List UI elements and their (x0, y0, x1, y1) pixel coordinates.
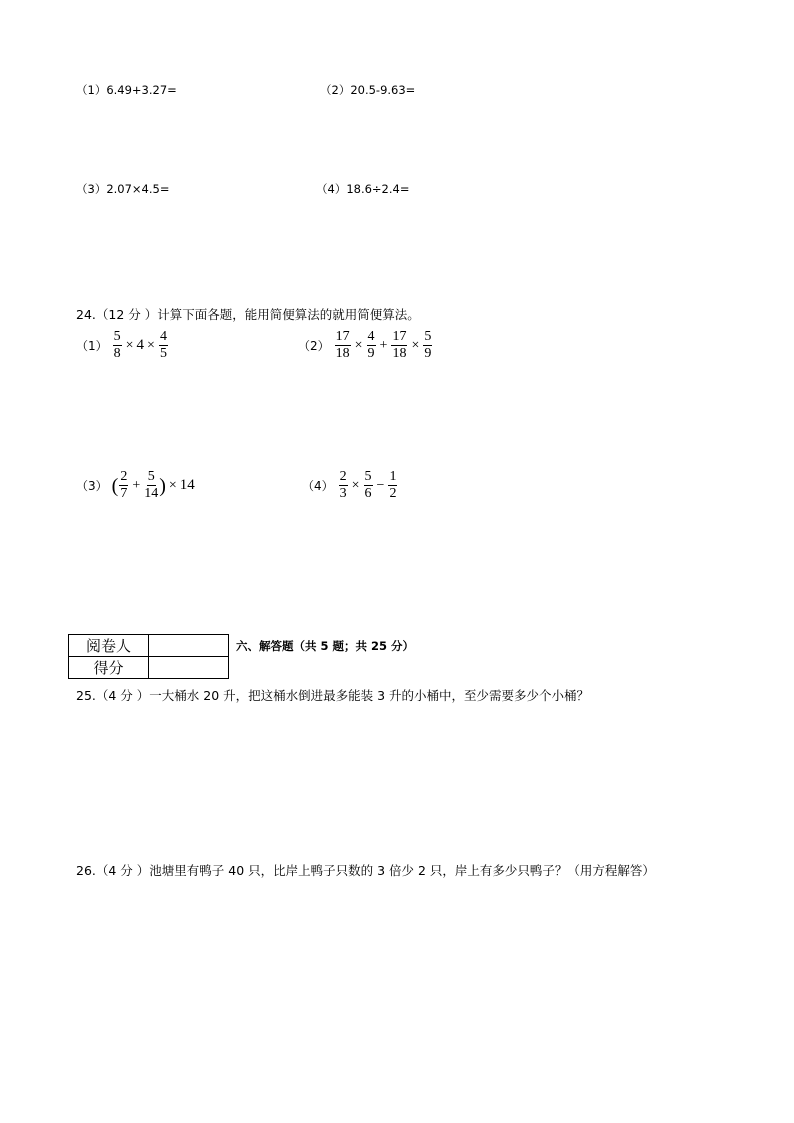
reviewer-label: 阅卷人 (69, 635, 149, 657)
number: 14 (179, 477, 195, 493)
calc-item-4: （4）18.6÷2.4= (316, 182, 410, 196)
reviewer-blank[interactable] (149, 635, 229, 657)
left-paren: ( (111, 474, 119, 497)
operator: × (147, 337, 155, 353)
operator: × (411, 337, 420, 353)
question-24-header: 24.（12 分 ）计算下面各题，能用简便算法的就用简便算法。 (76, 307, 420, 322)
question-25: 25.（4 分 ）一大桶水 20 升，把这桶水倒进最多能装 3 升的小桶中，至少需要多少个小桶？ (76, 688, 590, 703)
fraction: $\frac{5}{9}$ (424, 329, 432, 361)
fraction: $\frac{2}{3}$ (339, 469, 347, 501)
expression-index: （1） (76, 339, 108, 353)
operator: − (376, 477, 385, 493)
operator: + (379, 337, 388, 353)
score-blank[interactable] (149, 657, 229, 679)
calc-item-2: （2）20.5-9.63= (320, 83, 416, 97)
expression-24-1 (76, 330, 169, 361)
calc-item-3: （3）2.07×4.5= (76, 182, 170, 196)
operator: × (354, 337, 363, 353)
expression-index: （4） (302, 479, 334, 493)
grader-table (68, 634, 229, 679)
expression-index: （3） (76, 479, 108, 493)
operator: × (351, 477, 360, 493)
score-label: 得分 (69, 657, 149, 679)
fraction: $\frac{5}{8}$ (113, 329, 121, 361)
section-6-title: 六、解答题（共 5 题；共 25 分） (236, 639, 415, 653)
operator: × (125, 337, 134, 353)
expression-24-4 (302, 470, 398, 501)
expression-24-3 (76, 470, 195, 501)
fraction: $\frac{1}{2}$ (389, 469, 397, 501)
fraction: $\frac{5}{6}$ (364, 469, 372, 501)
operator: × (168, 477, 177, 493)
fraction: $\frac{4}{5}$ (159, 329, 167, 361)
number: 4 (136, 337, 145, 353)
calc-item-1: （1）6.49+3.27= (76, 83, 177, 97)
fraction: $\frac{17}{18}$ (392, 329, 407, 361)
expression-24-2 (298, 330, 433, 361)
fraction: $\frac{4}{9}$ (367, 329, 375, 361)
fraction: $\frac{5}{14}$ (144, 469, 159, 501)
operator: + (132, 477, 141, 493)
fraction: $\frac{2}{7}$ (120, 469, 128, 501)
question-26: 26.（4 分 ）池塘里有鸭子 40 只，比岸上鸭子只数的 3 倍少 2 只，岸上有多少只鸭子？（用方程解答） (76, 863, 655, 878)
right-paren: ) (159, 474, 166, 497)
fraction: $\frac{17}{18}$ (335, 329, 350, 361)
expression-index: （2） (298, 339, 330, 353)
